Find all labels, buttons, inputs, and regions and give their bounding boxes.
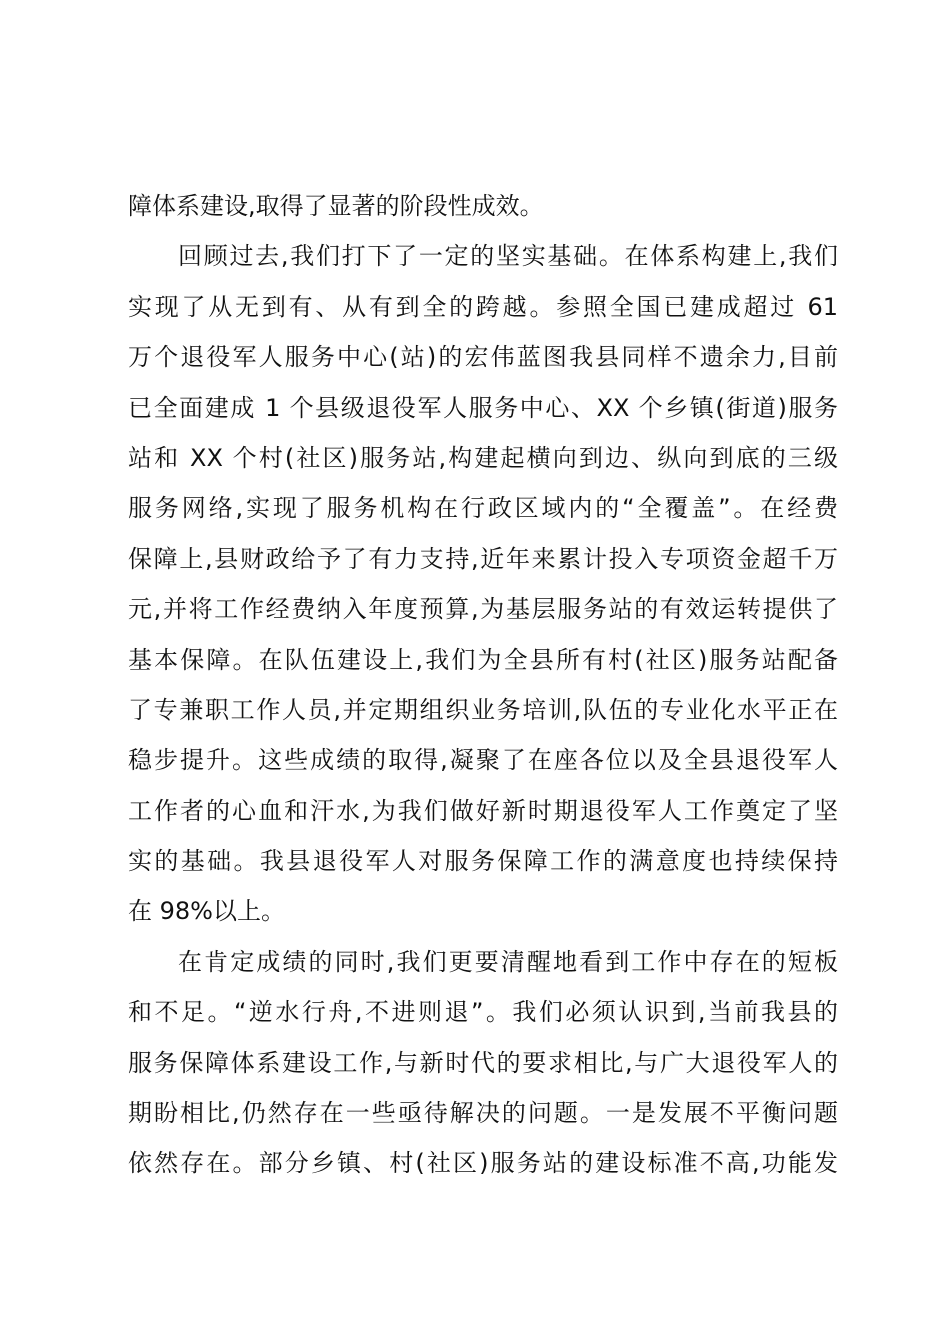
text-line: 在 98%以上。 [128, 897, 285, 926]
text-line: 实的基础。我县退役军人对服务保障工作的满意度也持续保持 [128, 847, 838, 876]
paragraph-start-line: 回顾过去,我们打下了一定的坚实基础。在体系构建上,我们 [178, 242, 838, 271]
text-line: 站和 XX 个村(社区)服务站,构建起横向到边、纵向到底的三级 [128, 443, 838, 472]
paragraph-start-line: 在肯定成绩的同时,我们更要清醒地看到工作中存在的短板 [178, 947, 838, 976]
text-line: 稳步提升。这些成绩的取得,凝聚了在座各位以及全县退役军人 [128, 746, 838, 775]
text-line: 了专兼职工作人员,并定期组织业务培训,队伍的专业化水平正在 [128, 695, 838, 724]
text-line: 障体系建设,取得了显著的阶段性成效。 [128, 192, 544, 220]
text-line: 基本保障。在队伍建设上,我们为全县所有村(社区)服务站配备 [128, 645, 838, 674]
text-line: 和不足。“逆水行舟,不进则退”。我们必须认识到,当前我县的 [128, 998, 838, 1027]
text-line: 工作者的心血和汗水,为我们做好新时期退役军人工作奠定了坚 [128, 796, 838, 825]
text-line: 元,并将工作经费纳入年度预算,为基层服务站的有效运转提供了 [128, 595, 838, 624]
document-body [128, 181, 838, 1189]
text-line: 万个退役军人服务中心(站)的宏伟蓝图我县同样不遗余力,目前 [128, 343, 838, 372]
text-line: 服务网络,实现了服务机构在行政区域内的“全覆盖”。在经费 [128, 494, 838, 523]
text-line: 期盼相比,仍然存在一些亟待解决的问题。一是发展不平衡问题 [128, 1099, 838, 1128]
text-line: 实现了从无到有、从有到全的跨越。参照全国已建成超过 61 [128, 292, 838, 321]
text-line: 已全面建成 1 个县级退役军人服务中心、XX 个乡镇(街道)服务 [128, 393, 838, 422]
text-line: 服务保障体系建设工作,与新时代的要求相比,与广大退役军人的 [128, 1048, 838, 1077]
text-line: 保障上,县财政给予了有力支持,近年来累计投入专项资金超千万 [128, 544, 838, 573]
text-line: 依然存在。部分乡镇、村(社区)服务站的建设标准不高,功能发 [128, 1149, 838, 1178]
